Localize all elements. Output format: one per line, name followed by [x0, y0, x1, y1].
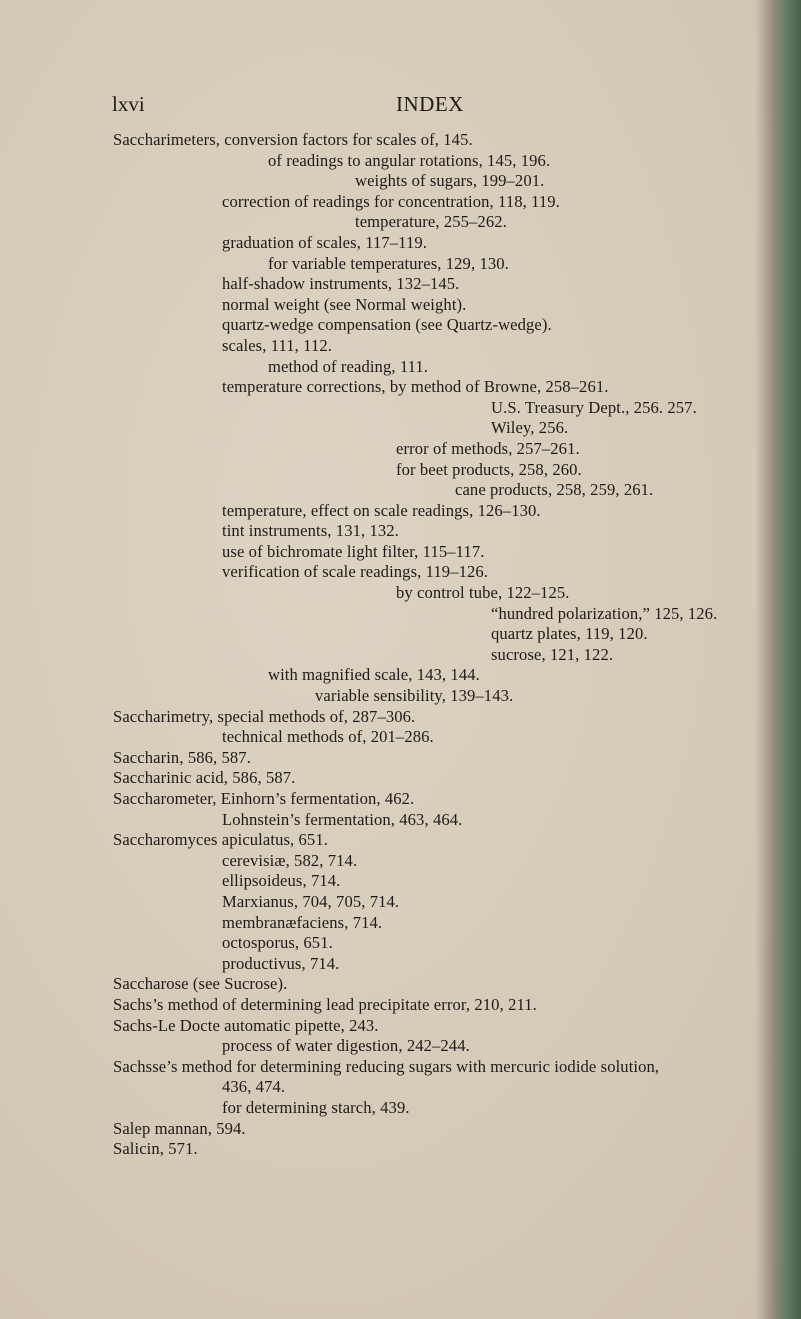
index-entry: Saccharimetry, special methods of, 287–306.: [113, 706, 416, 726]
index-entry: Salicin, 571.: [113, 1139, 198, 1159]
index-entry: process of water digestion, 242–244.: [222, 1036, 470, 1056]
index-entry: with magnified scale, 143, 144.: [268, 665, 480, 685]
index-entry: cerevisiæ, 582, 714.: [222, 850, 358, 870]
index-entry: for variable temperatures, 129, 130.: [268, 253, 509, 273]
index-entry: Saccharinic acid, 586, 587.: [113, 768, 296, 788]
running-head: INDEX: [396, 92, 464, 116]
index-entry: temperature, 255–262.: [355, 212, 507, 232]
index-entry: octosporus, 651.: [222, 933, 333, 953]
index-entry: weights of sugars, 199–201.: [355, 171, 545, 191]
index-entry: “hundred polarization,” 125, 126.: [491, 603, 718, 623]
index-entry: Marxianus, 704, 705, 714.: [222, 891, 400, 911]
index-entry: for beet products, 258, 260.: [396, 459, 582, 479]
index-entry: of readings to angular rotations, 145, 196.: [268, 150, 551, 170]
index-entry: scales, 111, 112.: [222, 335, 332, 355]
index-entry: variable sensibility, 139–143.: [315, 686, 514, 706]
index-entry: productivus, 714.: [222, 953, 340, 973]
index-entry: quartz plates, 119, 120.: [491, 624, 648, 644]
index-entry: Saccharose (see Sucrose).: [113, 974, 288, 994]
index-entry: sucrose, 121, 122.: [491, 644, 614, 664]
index-entry: method of reading, 111.: [268, 356, 429, 376]
index-entry: tint instruments, 131, 132.: [222, 521, 399, 541]
index-entry: Sachs’s method of determining lead precipitate error, 210, 211.: [113, 994, 537, 1014]
index-entry: membranæfaciens, 714.: [222, 912, 383, 932]
page-header: [112, 92, 712, 122]
index-entry: normal weight (see Normal weight).: [222, 294, 467, 314]
index-entry: Saccharin, 586, 587.: [113, 747, 251, 767]
index-entry: 436, 474.: [222, 1077, 286, 1097]
index-entry: Sachs-Le Docte automatic pipette, 243.: [113, 1015, 379, 1035]
index-entry: correction of readings for concentration, 118, 119.: [222, 191, 560, 211]
index-entry: technical methods of, 201–286.: [222, 727, 434, 747]
index-entry: Saccharometer, Einhorn’s fermentation, 462.: [113, 789, 415, 808]
index-entry: for determining starch, 439.: [222, 1097, 410, 1117]
index-entry: by control tube, 122–125.: [396, 583, 570, 603]
index-entry: Wiley, 256.: [491, 418, 569, 438]
index-entry: verification of scale readings, 119–126.: [222, 562, 489, 582]
index-entry: ellipsoideus, 714.: [222, 871, 341, 891]
index-entry: Salep mannan, 594.: [113, 1118, 246, 1138]
index-entry: temperature corrections, by method of Browne, 258–261.: [222, 377, 609, 397]
index-entry: Saccharomyces apiculatus, 651.: [113, 830, 328, 850]
index-entry: graduation of scales, 117–119.: [222, 232, 427, 252]
index-entry: quartz-wedge compensation (see Quartz-wedge).: [222, 315, 552, 335]
index-entry: temperature, effect on scale readings, 126–130.: [222, 500, 541, 520]
index-entry: Sachsse’s method for determining reducing sugars with mercuric iodide solution,: [113, 1056, 660, 1076]
index-entry: Lohnstein’s fermentation, 463, 464.: [222, 809, 463, 829]
index-entry: use of bichromate light filter, 115–117.: [222, 541, 485, 561]
index-entry: half-shadow instruments, 132–145.: [222, 274, 460, 294]
index-entry: cane products, 258, 259, 261.: [455, 480, 654, 500]
index-entry: U.S. Treasury Dept., 256. 257.: [491, 397, 697, 417]
index-entries: [113, 130, 793, 1160]
index-entry: Saccharimeters, conversion factors for scales of, 145.: [113, 130, 473, 149]
page-number: lxvi: [112, 92, 145, 116]
index-entry: error of methods, 257–261.: [396, 438, 580, 458]
